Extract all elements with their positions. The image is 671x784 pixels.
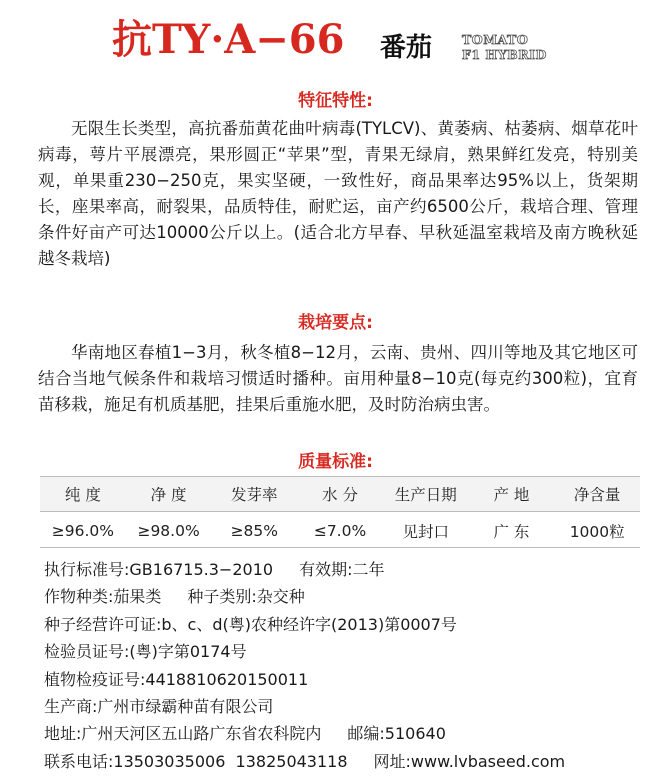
features-text: 无限生长类型，高抗番茄黄花曲叶病毒(TYLCV)、黄萎病、枯萎病、烟草花叶病毒，萼片平展漂亮，果形圆正“苹果”型，青果无绿肩，熟果鲜红发亮，特别美观，单果重230−250克，果实坚硬，一致性好，商品果率达95%以上，货架期长，座果率高，耐裂果，品质特佳，耐贮运，亩产约6500公斤，栽培合理、管理条件好亩产可达10000公斤以上。(适合北方早春、早秋延温室栽培及南方晚秋延越冬栽培) [38,119,638,268]
product-name: 抗TY·A−66 [112,16,345,63]
info-line-address [44,720,644,747]
cultivation-heading: 栽培要点: [298,313,373,333]
postcode: 邮编:510640 [347,724,446,744]
title-block [112,12,652,74]
header-purity: 纯 度 [64,486,101,504]
seed-type: 种子类别:杂交种 [187,587,305,607]
info-line-contact [44,748,644,775]
info-divider [40,547,640,548]
header-production-date: 生产日期 [394,486,457,504]
value-production-date: 见封口 [402,523,449,541]
value-germination: ≥85% [230,522,279,540]
cultivation-text-block [38,340,638,418]
business-license: 种子经营许可证:b、c、d(粤)农种经许字(2013)第0007号 [44,614,457,634]
product-info [44,556,644,775]
cultivation-text: 华南地区春植1−3月，秋冬植8−12月，云南、贵州、四川等地及其它地区可结合当地气候条件和栽培习惯适时播种。亩用种量8−10克(每克约300粒)，宜育苗移栽，施足有机质基肥，挂果后重施水肥，及时防治病虫害。 [38,343,638,414]
phone: 联系电话:13503035006 13825043118 [44,751,348,771]
value-cleanliness: ≥98.0% [137,522,200,540]
header-net-content: 净含量 [573,486,621,504]
header-germination: 发芽率 [231,486,278,504]
quality-table [40,476,640,550]
standard-number: 执行标准号:GB16715.3−2010 [44,560,274,579]
features-heading: 特征特性: [298,91,373,111]
value-net-content: 1000粒 [569,523,625,541]
header-origin: 产 地 [493,486,530,504]
crop-type: 作物种类:茄果类 [44,587,162,607]
header-moisture: 水 分 [322,486,358,504]
english-subtitle-line1: TOMATO [462,32,529,47]
inspector-number: 检验员证号:(粤)字第0174号 [44,642,247,662]
info-line-types [44,583,644,610]
features-text-block [38,116,638,272]
quarantine-number: 植物检疫证号:4418810620150011 [44,669,309,689]
table-value-row [40,512,640,550]
value-moisture: ≤7.0% [313,522,367,540]
website: 网址:www.lvbaseed.com [373,751,566,771]
variety-name: 番茄 [380,33,433,63]
value-origin: 广 东 [493,523,530,541]
quality-heading: 质量标准: [298,452,373,472]
validity: 有效期:二年 [299,560,385,579]
producer: 生产商:广州市绿霸种苗有限公司 [44,697,274,717]
address: 地址:广州天河区五山路广东省农科院内 [44,724,322,744]
value-purity: ≥96.0% [51,522,114,540]
info-line-standard [44,556,644,583]
english-subtitle-line2: F1 HYBRID [462,47,547,62]
english-subtitle [462,32,547,62]
table-header-row [40,477,640,511]
header-cleanliness: 净 度 [150,486,187,504]
